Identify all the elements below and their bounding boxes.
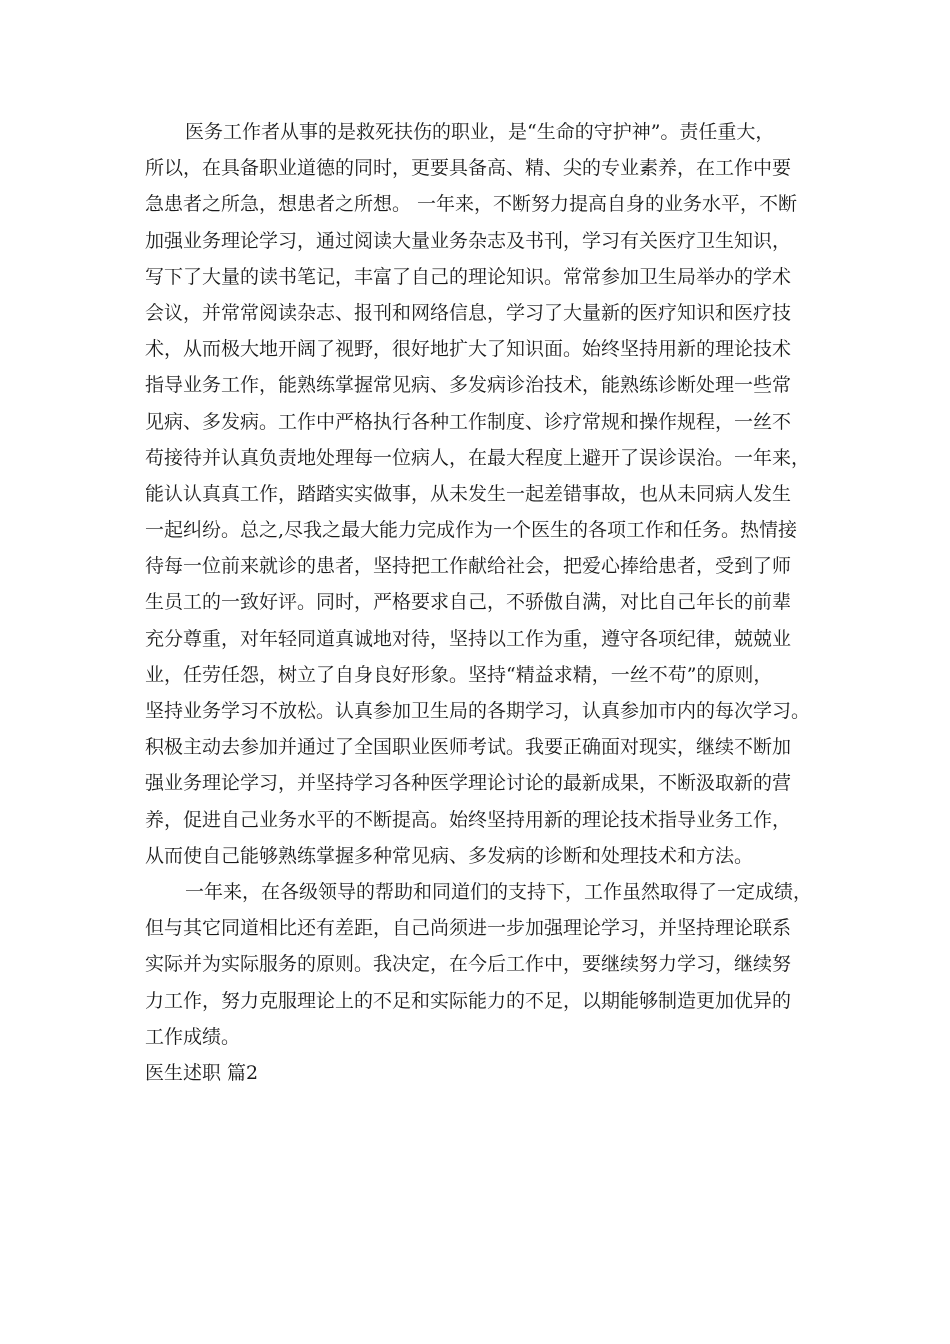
text-line: 养，促进自己业务水平的不断提高。始终坚持用新的理论技术指导业务工作， — [145, 808, 792, 831]
text-line: 工作成绩。 — [145, 1025, 241, 1048]
text-line: 急患者之所急，想患者之所想。 一年来，不断努力提高自身的业务水平，不断 — [145, 193, 798, 216]
text-line: 指导业务工作，能熟练掌握常见病、多发病诊治技术，能熟练诊断处理一些常 — [145, 374, 792, 397]
text-line: 强业务理论学习，并坚持学习各种医学理论讨论的最新成果，不断汲取新的营 — [145, 772, 792, 795]
text-line: 术，从而极大地开阔了视野，很好地扩大了知识面。始终坚持用新的理论技术 — [145, 338, 792, 361]
text-line: 坚持业务学习不放松。认真参加卫生局的各期学习，认真参加市内的每次学习。 — [145, 700, 811, 722]
text-line: 业，任劳任怨，树立了自身良好形象。坚持“精益求精，一丝不苟”的原则， — [145, 663, 773, 686]
text-line: 所以，在具备职业道德的同时，更要具备高、精、尖的专业素养，在工作中要 — [145, 157, 792, 180]
text-line: 从而使自己能够熟练掌握多种常见病、多发病的诊断和处理技术和方法。 — [145, 844, 754, 867]
text-line: 力工作，努力克服理论上的不足和实际能力的不足，以期能够制造更加优异的 — [145, 989, 792, 1012]
text-line: 积极主动去参加并通过了全国职业医师考试。我要正确面对现实，继续不断加 — [145, 736, 792, 759]
text-line: 见病、多发病。工作中严格执行各种工作制度、诊疗常规和操作规程，一丝不 — [145, 410, 792, 433]
text-line: 充分尊重，对年轻同道真诚地对待，坚持以工作为重，遵守各项纪律，兢兢业 — [145, 627, 792, 650]
text-line: 会议，并常常阅读杂志、报刊和网络信息，学习了大量新的医疗知识和医疗技 — [145, 301, 792, 324]
text-line: 一起纠纷。总之,尽我之最大能力完成作为一个医生的各项工作和任务。热情接 — [145, 519, 798, 542]
paragraph-2 — [145, 874, 845, 1055]
section-heading: 医生述职 篇2 — [145, 1061, 259, 1084]
text-line: 写下了大量的读书笔记，丰富了自己的理论知识。常常参加卫生局举办的学术 — [145, 265, 792, 288]
text-line: 一年来，在各级领导的帮助和同道们的支持下，工作虽然取得了一定成绩， — [185, 880, 813, 903]
document-body — [145, 114, 845, 1091]
paragraph-1 — [145, 114, 845, 874]
text-line: 加强业务理论学习，通过阅读大量业务杂志及书刊，学习有关医疗卫生知识， — [145, 229, 792, 252]
text-line: 待每一位前来就诊的患者，坚持把工作献给社会，把爱心捧给患者，受到了师 — [145, 555, 792, 578]
text-line: 实际并为实际服务的原则。我决定，在今后工作中，要继续努力学习，继续努 — [145, 953, 792, 976]
text-line: 苟接待并认真负责地处理每一位病人，在最大程度上避开了误诊误治。一年来， — [145, 446, 811, 469]
text-line: 能认认真真工作，踏踏实实做事，从未发生一起差错事故，也从未同病人发生 — [145, 482, 792, 505]
text-line: 生员工的一致好评。同时，严格要求自己，不骄傲自满，对比自己年长的前辈 — [145, 591, 792, 614]
text-line: 医务工作者从事的是救死扶伤的职业，是“生命的守护神”。责任重大， — [185, 121, 775, 143]
text-line: 但与其它同道相比还有差距，自己尚须进一步加强理论学习，并坚持理论联系 — [145, 917, 792, 940]
